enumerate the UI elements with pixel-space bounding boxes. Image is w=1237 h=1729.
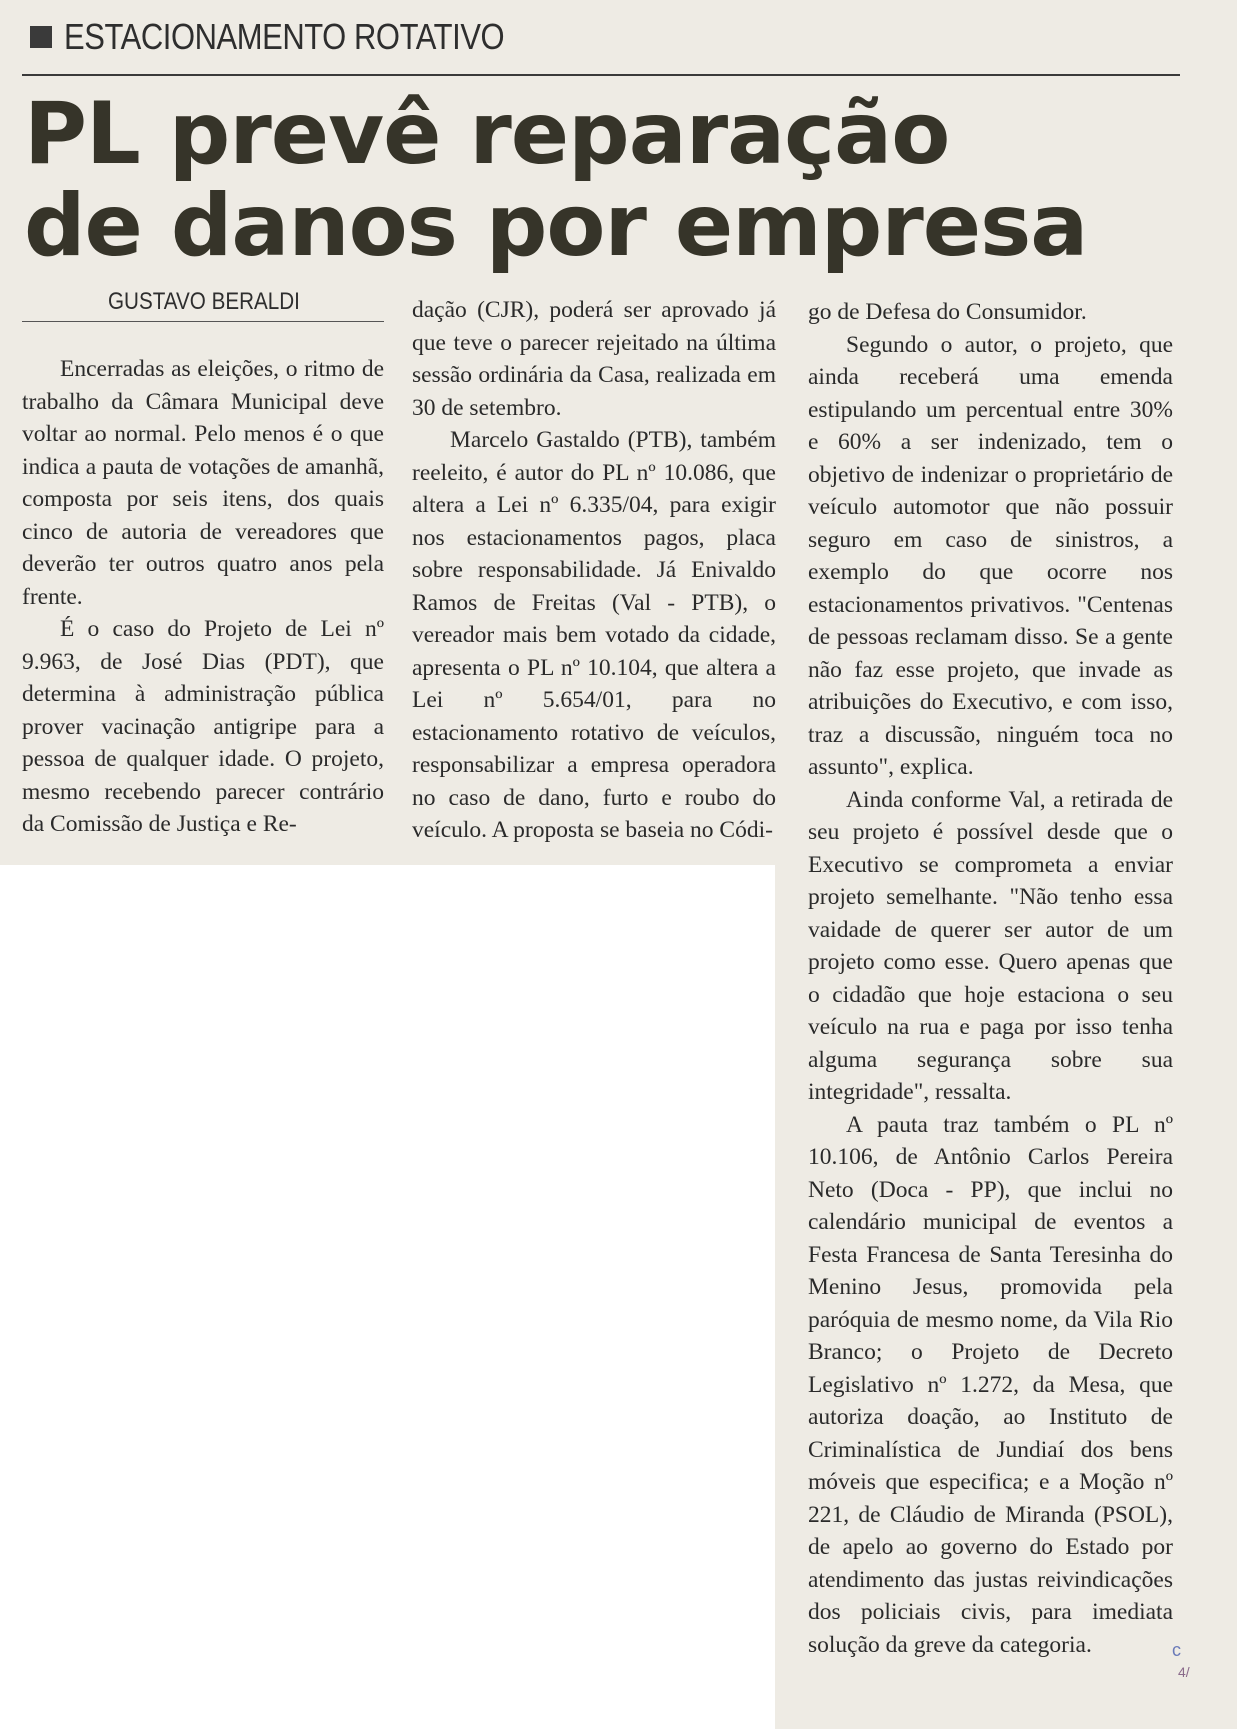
headline-line-1: PL prevê reparação xyxy=(24,84,950,184)
headline-line-2: de danos por empresa xyxy=(24,176,1088,276)
margin-handwritten-mark: 4/ xyxy=(1178,1664,1190,1680)
article-column-2 xyxy=(412,294,776,847)
kicker-divider xyxy=(22,74,1180,76)
article-column-3 xyxy=(808,296,1173,1661)
headline xyxy=(24,84,1174,276)
byline: GUSTAVO BERALDI xyxy=(108,288,300,315)
kicker-square-icon xyxy=(30,26,52,48)
paragraph: Ainda conforme Val, a retirada de seu projeto é possível desde que o Executivo se comprometa a enviar projeto semelhante. "Não tenho essa vaidade de querer ser autor de um projeto como esse. Quero apenas que o cidadão que hoje estaciona o seu veículo na rua e paga por isso tenha alguma segurança sobre sua integridade", ressalta. xyxy=(808,786,1173,1105)
paragraph: Marcelo Gastaldo (PTB), também reeleito, é autor do PL nº 10.086, que altera a Lei nº 6.335/04, para exigir nos estacionamentos pagos, placa sobre responsabilidade. Já Enivaldo Ramos de Freitas (Val - PTB), o vereador mais bem votado da cidade, apresenta o PL nº 10.104, que altera a Lei nº 5.654/01, para no estacionamento rotativo de veículos, responsabilizar a empresa operadora no caso de dano, furto e roubo do veículo. A proposta se baseia no Códi- xyxy=(412,427,776,843)
paragraph: É o caso do Projeto de Lei nº 9.963, de José Dias (PDT), que determina à administração pública prover vacinação antigripe para a pessoa de qualquer idade. O projeto, mesmo recebendo parecer contrário da Comissão de Justiça e Re- xyxy=(22,616,384,837)
paragraph-continuation: dação (CJR), poderá ser aprovado já que teve o parecer rejeitado na última sessão ordinária da Casa, realizada em 30 de setembro. xyxy=(412,297,776,421)
byline-block xyxy=(22,285,384,322)
article-column-1 xyxy=(22,353,384,841)
paragraph: Encerradas as eleições, o ritmo de trabalho da Câmara Municipal deve voltar ao normal. Pelo menos é o que indica a pauta de votações de amanhã, composta por seis itens, dos quais cinco de autoria de vereadores que deverão ter outros quatro anos pela frente. xyxy=(22,356,384,610)
paragraph: Segundo o autor, o projeto, que ainda receberá uma emenda estipulando um percentual entre 30% e 60% a ser indenizado, tem o objetivo de indenizar o proprietário de veículo automotor que não possuir seguro em caso de sinistros, a exemplo do que ocorre nos estacionamentos privativos. "Centenas de pessoas reclamam disso. Se a gente não faz esse projeto, que invade as atribuições do Executivo, e com isso, traz a discussão, ninguém toca no assunto", explica. xyxy=(808,331,1173,780)
paragraph-continuation: go de Defesa do Consumidor. xyxy=(808,299,1087,325)
paragraph: A pauta traz também o PL nº 10.106, de Antônio Carlos Pereira Neto (Doca - PP), que inclui no calendário municipal de eventos a Festa Francesa de Santa Teresinha do Menino Jesus, promovida pela paróquia de mesmo nome, da Vila Rio Branco; o Projeto de Decreto Legislativo nº 1.272, da Mesa, que autoriza doação, ao Instituto de Criminalística de Jundiaí dos bens móveis que especifica; e a Moção nº 221, de Cláudio de Miranda (PSOL), de apelo ao governo do Estado por atendimento das justas reivindicações dos policiais civis, para imediata solução da greve da categoria. xyxy=(808,1111,1173,1658)
margin-mark: c xyxy=(1172,1640,1181,1660)
section-kicker xyxy=(30,14,576,60)
kicker-label: ESTACIONAMENTO ROTATIVO xyxy=(64,16,505,57)
